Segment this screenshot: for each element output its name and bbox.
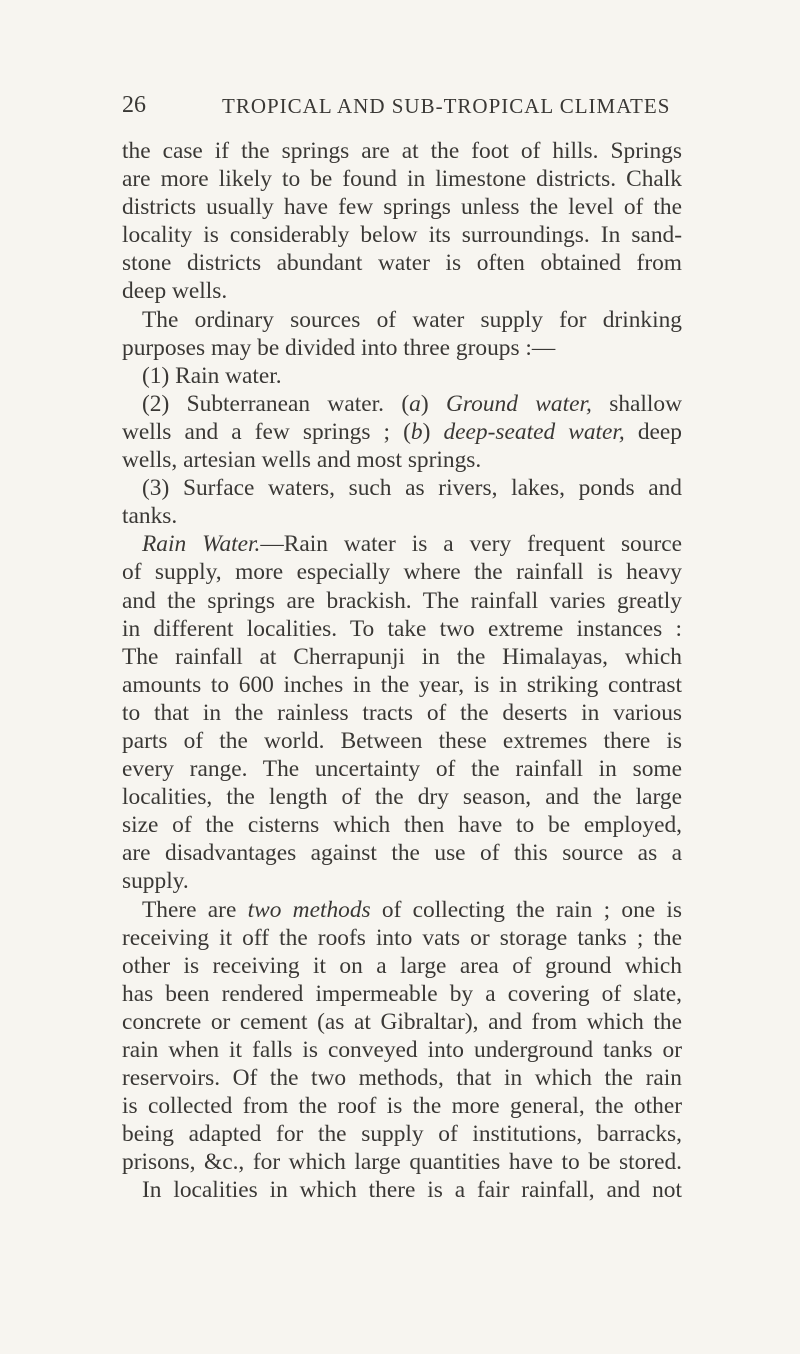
text-line: tanks. — [122, 503, 178, 530]
text-line: being adapted for the supply of institutions, barracks, — [122, 1121, 682, 1148]
text-line: stone districts abundant water is often obtained from — [122, 250, 682, 277]
text-line: and the springs are brackish. The rainfall varies greatly — [122, 587, 682, 614]
text-line: supply. — [122, 868, 189, 895]
text-line: The rainfall at Cherrapunji in the Himalayas, which — [122, 643, 682, 670]
list-item: (2) Subterranean water. (a) Ground water, shallow — [142, 390, 682, 417]
text-line: rain when it falls is conveyed into underground tanks or — [122, 1037, 682, 1063]
text-line: wells, artesian wells and most springs. — [122, 447, 482, 474]
text-line: is collected from the roof is the more general, the other — [122, 1093, 682, 1120]
page-number: 26 — [122, 92, 146, 118]
section-heading: Rain Water. — [142, 531, 261, 558]
text-line: the case if the springs are at the foot of hills. Springs — [122, 138, 682, 164]
text-line: purposes may be divided into three groups :— — [122, 334, 556, 361]
running-title: TROPICAL AND SUB-TROPICAL CLIMATES — [222, 94, 671, 118]
list-item: (3) Surface waters, such as rivers, lakes, ponds and — [142, 475, 682, 502]
list-item: (1) Rain water. — [142, 362, 282, 389]
text-line: locality is considerably below its surroundings. In sand- — [122, 222, 682, 249]
text-line: localities, the length of the dry season, and the large — [122, 784, 682, 811]
text-line: to that in the rainless tracts of the deserts in various — [122, 699, 682, 726]
text-line: prisons, &c., for which large quantities have to be stored. — [122, 1149, 682, 1176]
paragraph-start: In localities in which there is a fair rainfall, and not — [142, 1177, 682, 1204]
text-line: concrete or cement (as at Gibraltar), and from which the — [122, 1008, 682, 1035]
text-line: are disadvantages against the use of this source as a — [122, 840, 682, 867]
text-line: other is receiving it on a large area of ground which — [122, 952, 682, 979]
paragraph-start: The ordinary sources of water supply for drinking — [142, 306, 682, 333]
text-line: in different localities. To take two extreme instances : — [122, 615, 682, 642]
body-text — [122, 137, 682, 1205]
text-line: receiving it off the roofs into vats or storage tanks ; the — [122, 924, 682, 951]
text-line: are more likely to be found in limestone districts. Chalk — [122, 166, 682, 193]
text-line: has been rendered impermeable by a covering of slate, — [122, 980, 682, 1007]
text-line: wells and a few springs ; (b) deep-seated water, deep — [122, 418, 682, 445]
paragraph-start: Rain Water.—Rain water is a very frequent source — [142, 531, 682, 558]
running-header — [122, 92, 722, 122]
text-line: amounts to 600 inches in the year, is in striking contrast — [122, 671, 682, 698]
text-line: every range. The uncertainty of the rainfall in some — [122, 756, 682, 783]
text-line: parts of the world. Between these extremes there is — [122, 727, 682, 754]
paragraph-start: There are two methods of collecting the rain ; one is — [142, 896, 682, 923]
text-line: size of the cisterns which then have to be employed, — [122, 812, 682, 839]
text-line: of supply, more especially where the rainfall is heavy — [122, 559, 682, 586]
text-line: reservoirs. Of the two methods, that in which the rain — [122, 1065, 682, 1092]
text-line: deep wells. — [122, 278, 228, 305]
text-line: districts usually have few springs unless the level of the — [122, 194, 682, 221]
